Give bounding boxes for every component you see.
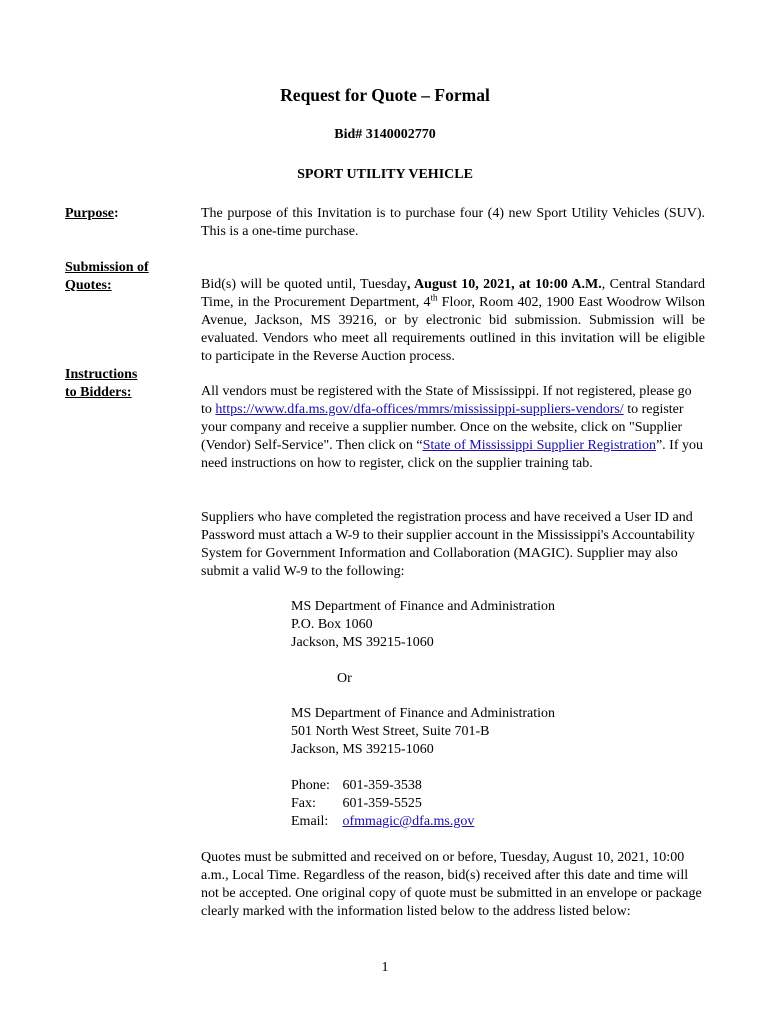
dfa-suppliers-link[interactable]: https://www.dfa.ms.gov/dfa-offices/mmrs/mississippi-suppliers-vendors/: [215, 402, 624, 417]
submission-label: Submission of Quotes:: [65, 260, 149, 293]
w9-paragraph: Suppliers who have completed the registration process and have received a User ID and Password must attach a W-9 to their supplier account in the Mississippi's Accountability System for Government Information and Collaboration (MAGIC). Supplier may also submit a valid W-9 to the following:: [201, 510, 695, 579]
page-title: Request for Quote – Formal: [280, 85, 490, 105]
instructions-label: Instructions to Bidders:: [65, 367, 138, 400]
page-subtitle: SPORT UTILITY VEHICLE: [297, 167, 473, 182]
contact-block: [291, 777, 474, 831]
registration-paragraph: All vendors must be registered with the State of Mississippi. If not registered, please go to https://www.dfa.ms.gov/dfa-offices/mmrs/mississippi-suppliers-vendors/ to register your company and receive a supplier number. Once on the website, click on "Supplier (Vendor) Self-Service". Then click on “State of Mississippi Supplier Registration”. If you need instructions on how to register, click on the supplier training tab.: [201, 384, 703, 471]
bid-number: Bid# 3140002770: [334, 127, 436, 142]
deadline-paragraph: Quotes must be submitted and received on or before, Tuesday, August 10, 2021, 10:00 a.m., Local Time. Regardless of the reason, bid(s) received after this date and time will not be accepted. One original copy of quote must be submitted in an envelope or package clearly marked with the information listed below to the address listed below:: [201, 850, 702, 919]
page-number: 1: [381, 960, 389, 975]
email-row: Email: ofmmagic@dfa.ms.gov: [291, 814, 475, 829]
supplier-registration-link[interactable]: State of Mississippi Supplier Registration: [422, 438, 656, 453]
purpose-text: The purpose of this Invitation is to purchase four (4) new Sport Utility Vehicles (SUV). This is a one-time purchase.: [201, 206, 705, 239]
email-link[interactable]: ofmmagic@dfa.ms.gov: [342, 814, 475, 829]
or-separator: Or: [337, 671, 352, 686]
address-block-po-box: MS Department of Finance and Administration P.O. Box 1060 Jackson, MS 39215-1060: [291, 599, 556, 650]
fax-row: Fax: 601-359-5525: [291, 796, 422, 811]
purpose-label: Purpose:: [65, 206, 119, 221]
address-block-street: MS Department of Finance and Administration 501 North West Street, Suite 701-B Jackson, MS 39215-1060: [291, 706, 556, 757]
submission-text: Bid(s) will be quoted until, Tuesday, August 10, 2021, at 10:00 A.M., Central Standard Time, in the Procurement Department, 4th Floor, Room 402, 1900 East Woodrow Wilson Avenue, Jackson, MS 39216, or by electronic bid submission. Submission will be evaluated. Vendors who meet all requirements outlined in this invitation will be eligible to participate in the Reverse Auction process.: [201, 277, 705, 364]
phone-row: Phone: 601-359-3538: [291, 778, 422, 793]
